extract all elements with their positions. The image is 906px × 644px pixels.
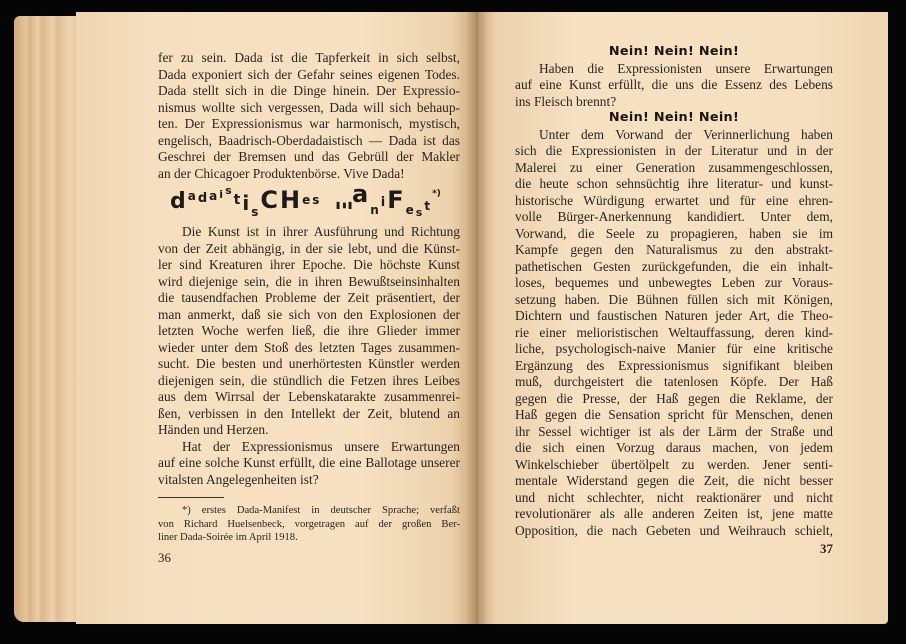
page-number-left: 36 (158, 549, 171, 565)
heading-glyph: Ξ (331, 200, 356, 211)
text-line: fer zu sein. Dada ist die Tapferkeit in sich selbst, (158, 50, 460, 65)
text-line: pathetischen Gesten zurückgefunden, die ein inhalt- (515, 258, 833, 274)
left-body-paragraph (158, 224, 460, 439)
text-line: die heute schon sehnsüchtig ihre literatur- und kunst- (515, 176, 833, 191)
text-line: *) erstes Dada-Manifest in deutscher Sprache; verfaßt (182, 505, 460, 516)
text-line: auf eine solche Kunst erfüllt, die eine Ballotage unserer (158, 455, 460, 470)
text-line: setzung haben. Die Bühnen füllen sich mit Königen, (515, 291, 833, 307)
right-body-paragraph (515, 127, 833, 540)
text-line: rie einer melioristischen Weltauffassung, deren kind- (515, 324, 833, 340)
left-page (76, 12, 476, 624)
footnote (158, 504, 460, 545)
left-question-paragraph (158, 439, 460, 489)
book-spine (466, 12, 488, 624)
right-question-paragraph (515, 61, 833, 111)
text-line: sich die Expressionisten in der Literatur und in der (515, 143, 833, 158)
heading-glyph: s (225, 184, 232, 197)
text-line: Händen und Herzen. (158, 422, 269, 437)
text-line: aus dem Wirrsal der Lebenskatarakte zusammenrei- (158, 389, 460, 404)
text-line: Unter dem Vorwand der Verinnerlichung haben (539, 126, 833, 142)
text-line: Haben die Expressionisten unsere Erwartungen (539, 60, 833, 76)
heading-glyph: a (187, 189, 196, 203)
heading-glyph: s (251, 205, 259, 219)
text-line: muß, durchgeistert die tatenlosen Köpfe. Der Haß (515, 374, 833, 389)
text-line: Winkelschieber übertölpelt zu werden. Jener senti- (515, 456, 833, 472)
text-line: die tausendfachen Probleme der Zeit präsentiert, der (158, 290, 460, 305)
text-line: Kampfe gegen den Naturalismus zu den abstrakt- (515, 242, 833, 257)
text-line: Hat der Expressionismus unsere Erwartungen (182, 438, 460, 454)
footnote-rule (158, 497, 224, 498)
heading-glyph: d (170, 189, 186, 214)
text-line: ßen, verbissen in den Intellekt der Zeit, blutend an (158, 405, 460, 421)
heading-glyph: H (279, 186, 301, 214)
heading-glyph: e (405, 203, 414, 217)
left-intro-paragraph (158, 50, 460, 182)
text-line: Dichtern und faustischen Naturen jeder Art, die Theo- (515, 308, 833, 323)
text-line: letzten Woche werfen ließ, die ihre Glieder immer (158, 323, 460, 338)
heading-glyph: a (209, 189, 218, 203)
right-page-text (515, 44, 833, 558)
text-line: historische Würdigung erwartet und für eine ehren- (515, 192, 833, 208)
text-line: ten. Der Expressionismus war harmonisch, mystisch, (158, 116, 460, 131)
manifesto-heading (170, 180, 460, 222)
heading-glyph: *) (432, 189, 441, 199)
heading-glyph: i (219, 188, 224, 201)
text-line: Opposition, die nach Gebeten und Weihrauch schielt, (515, 522, 833, 538)
text-line: Haß gegen die Sensation spricht für Menschen, denen (515, 407, 833, 422)
text-line: von Richard Huelsenbeck, vorgetragen auf der großen Ber- (158, 518, 460, 530)
heading-glyph: F (387, 186, 404, 214)
text-line: Dada exponiert sich der Gefahr seines eigenen Todes. (158, 66, 460, 82)
text-line: liner Dada-Soirée im April 1918. (158, 532, 298, 543)
text-line: gegen die Presse, der Haß gegen die Reklame, der (515, 390, 833, 406)
text-line: Die Kunst ist in ihrer Ausführung und Richtung (182, 224, 460, 239)
heading-glyph: i (380, 195, 386, 210)
text-line: loses, bequemes und unbewegtes Leben zur Voraus- (515, 275, 833, 290)
right-page (476, 12, 888, 624)
text-line: sucht. Die besten und unerhörtesten Künstler werden (158, 356, 460, 371)
text-line: wird diejenige sein, die in ihren Bewußtseinsinhalten (158, 273, 460, 289)
heading-glyph: s (312, 193, 320, 207)
text-line: diejenigen sein, die stündlich die Fetzen ihres Leibes (158, 372, 460, 388)
heading-glyph: n (370, 203, 379, 217)
text-line: wieder unter dem Stoß des letzten Tages zusammen- (158, 339, 460, 355)
text-line: Ergänzung des Expressionismus signifikant bleiben (515, 357, 833, 373)
text-line: ler sind Kreaturen ihrer Epoche. Die höchste Kunst (158, 257, 460, 272)
heading-glyph: i (242, 191, 250, 215)
text-line: vitalsten Angelegenheiten ist? (158, 471, 319, 487)
text-line: engelisch, Baadrisch-Oberdadaistisch — Dada ist das (158, 132, 460, 148)
text-line: ins Fleisch brennt? (515, 93, 617, 109)
left-page-text (158, 50, 460, 566)
text-line: man anmerkt, daß sie sich von den Explosionen der (158, 306, 460, 322)
text-line: auf eine Kunst erfüllt, die uns die Essenz des Lebens (515, 77, 833, 92)
nein-heading-1: Nein! Nein! Nein! (608, 44, 740, 59)
page-number-right: 37 (820, 541, 833, 556)
text-line: an der Chicagoer Produktenbörse. Vive Dada! (158, 165, 405, 181)
text-line: von der Zeit abhängig, in der sie lebt, und die Künst- (158, 240, 460, 256)
text-line: nismus wollte sich vergessen, Dada will sich behaup- (158, 99, 460, 115)
heading-glyph: a (352, 180, 369, 208)
heading-glyph: e (302, 193, 311, 207)
heading-glyph: C (260, 186, 278, 214)
text-line: mentale Widerstand gegen die Zeit, die nicht besser (515, 473, 833, 488)
text-line: Geschrei der Bremsen und das Gebrüll der Makler (158, 149, 460, 164)
heading-glyph: t (424, 199, 431, 213)
text-line: Dada stellt sich in die Dinge hinein. Der Expressio- (158, 83, 460, 98)
text-line: liche, psychologisch-naive Manier für eine kritische (515, 341, 833, 356)
text-line: und nicht schlechter, nicht reaktionärer und nicht (515, 489, 833, 505)
text-line: ihr Sessel wichtiger ist als der Lärm der Straße und (515, 423, 833, 439)
heading-glyph: s (415, 206, 423, 219)
open-book (14, 12, 900, 624)
text-line: volle Bürger-Anerkennung kandidiert. Unter dem, (515, 209, 833, 224)
nein-heading-2: Nein! Nein! Nein! (608, 110, 740, 125)
text-line: Malerei zu einer Generation zusammengeschlossen, (515, 159, 833, 175)
heading-glyph: t (233, 192, 241, 208)
text-line: revolutionärer als alle anderen Zeiten ist, jene matte (515, 506, 833, 521)
page-edges (14, 16, 84, 622)
text-line: die sich einen Vorzug daraus machen, von jedem (515, 440, 833, 455)
heading-glyph: d (197, 191, 208, 206)
text-line: Vorwand, die Seele zu propagieren, haben sie im (515, 225, 833, 241)
